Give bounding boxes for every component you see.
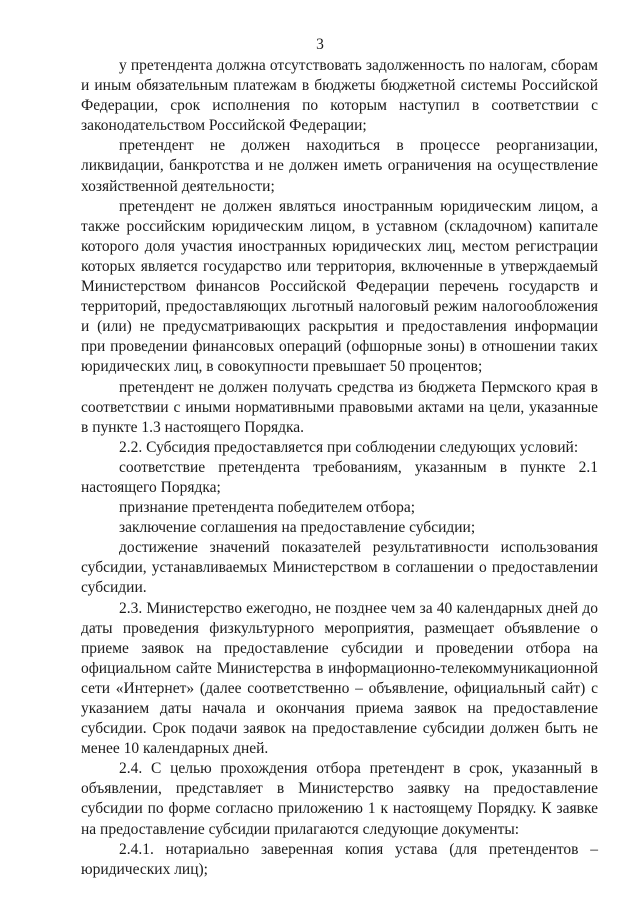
paragraph-winner-recognition: признание претендента победителем отбора; xyxy=(119,499,416,517)
page-number: 3 xyxy=(316,36,324,53)
paragraph-no-other-budget-funds: претендент не должен получать средства из бюджета Пермского края в соответствии с иными нормативными правовыми актами на цели, указанные в пункте 1.3 настоящего Порядка. xyxy=(81,378,598,436)
paragraph-2-2-conditions: 2.2. Субсидия предоставляется при соблюдении следующих условий: xyxy=(119,438,579,456)
paragraph-2-4-application: 2.4. С целью прохождения отбора претендент в срок, указанный в объявлении, представляет в Министерство заявку на предоставление субсидии по форме согласно приложению 1 к настоящему Порядку. К заявке на предоставление субсидии прилагаются следующие документы: xyxy=(81,760,598,838)
paragraph-not-foreign-entity: претендент не должен являться иностранным юридическим лицом, а также российским юридическим лицом, в уставном (складочном) капитале которого доля участия иностранных юридических лиц, местом регистрации которых является государство или территория, включенные в утверждаемый Министерством финансов Российской Федерации перечень государств и территорий, предоставляющих льготный налоговый режим налогообложения и (или) не предусматривающих раскрытия и предоставления информации при проведении финансовых операций (офшорные зоны) в отношении таких юридических лиц, в совокупности превышает 50 процентов; xyxy=(81,197,598,376)
paragraph-no-tax-debt: у претендента должна отсутствовать задолженность по налогам, сборам и иным обязательным платежам в бюджеты бюджетной системы Российской Федерации, срок исполнения по которым наступил в соответствии с законодательством Российской Федерации; xyxy=(81,57,598,135)
paragraph-performance-indicators: достижение значений показателей результативности использования субсидии, устанавливаемых Министерством в соглашении о предоставлении субсидии. xyxy=(81,539,598,597)
document-body xyxy=(81,56,598,880)
paragraph-agreement-conclusion: заключение соглашения на предоставление субсидии; xyxy=(119,519,476,537)
paragraph-2-3-announcement: 2.3. Министерство ежегодно, не позднее чем за 40 календарных дней до даты проведения физкультурного мероприятия, размещает объявление о приеме заявок на предоставление субсидии и проведении отбора на официальном сайте Министерства в информационно-телекоммуникационной сети «Интернет» (далее соответственно – объявление, официальный сайт) с указанием даты начала и окончания приема заявок на предоставление субсидии. Срок подачи заявок на предоставление субсидии должен быть не менее 10 календарных дней. xyxy=(81,599,598,758)
paragraph-2-4-1-charter-copy: 2.4.1. нотариально заверенная копия устава (для претендентов – юридических лиц); xyxy=(81,840,598,878)
paragraph-no-reorganization: претендент не должен находиться в процессе реорганизации, ликвидации, банкротства и не должен иметь ограничения на осуществление хозяйственной деятельности; xyxy=(81,137,598,195)
paragraph-meets-requirements: соответствие претендента требованиям, указанным в пункте 2.1 настоящего Порядка; xyxy=(81,458,598,496)
